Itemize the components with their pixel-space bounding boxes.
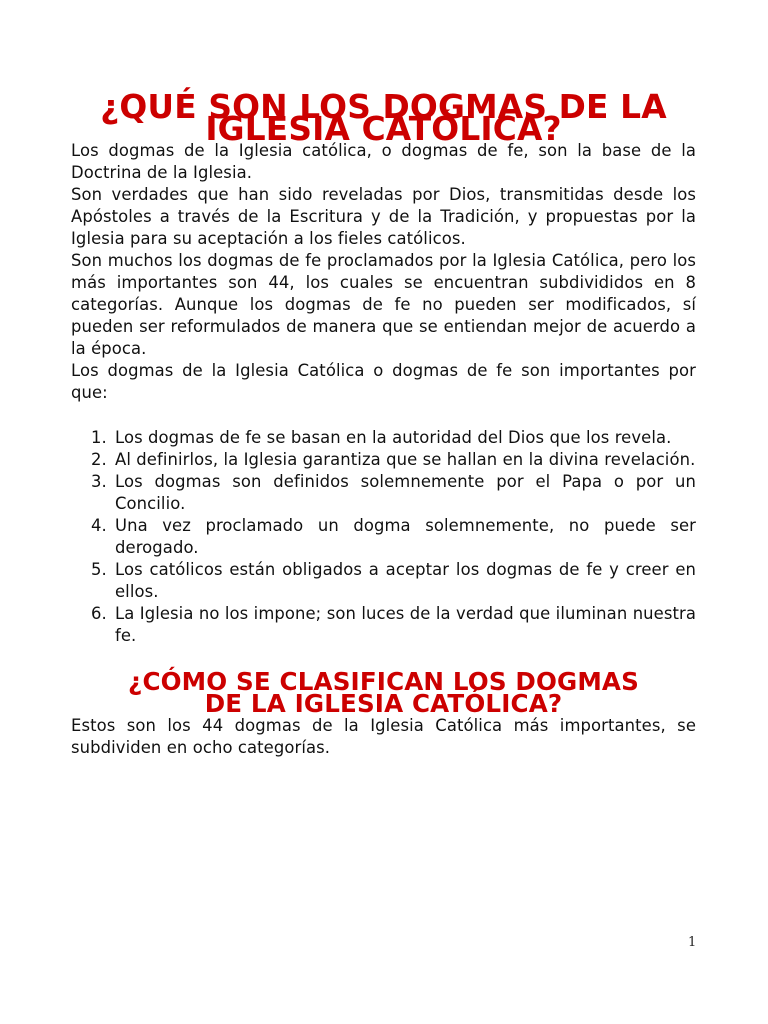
list-item-number: 1. (91, 428, 107, 447)
list-item-number: 6. (91, 604, 107, 623)
paragraph-number-of-dogmas: Son muchos los dogmas de fe proclamados por la Iglesia Católica, pero los más importantes son 44, los cuales se encuentran subdivididos en 8 categorías. Aunque los dogmas de fe no pueden ser modificados, sí pueden ser reformulados de manera que se entiendan mejor de acuerdo a la época. (71, 251, 696, 358)
list-item (71, 515, 696, 559)
heading-how-classified (71, 667, 696, 718)
list-item (71, 427, 696, 449)
list-item (71, 603, 696, 647)
paragraph-revealed-truths: Son verdades que han sido reveladas por Dios, transmitidas desde los Apóstoles a través de la Escritura y de la Tradición, y propuestas por la Iglesia para su aceptación a los fieles católicos. (71, 185, 696, 248)
list-item (71, 449, 696, 471)
list-item-text: Una vez proclamado un dogma solemnemente, no puede ser derogado. (115, 516, 696, 557)
page-content (71, 88, 696, 759)
paragraph-intro: Los dogmas de la Iglesia católica, o dogmas de fe, son la base de la Doctrina de la Iglesia. (71, 141, 696, 182)
page-number: 1 (688, 935, 697, 950)
list-item-number: 2. (91, 450, 107, 469)
list-item-text: Los dogmas son definidos solemnemente por el Papa o por un Concilio. (115, 472, 696, 513)
list-item-number: 3. (91, 472, 107, 491)
heading-what-are-dogmas: ¿QUÉ SON LOS DOGMAS DE LA IGLESIA CATÓLICA? (100, 88, 667, 148)
list-item-text: Los dogmas de fe se basan en la autoridad del Dios que los revela. (115, 428, 672, 447)
list-item-text: Al definirlos, la Iglesia garantiza que se hallan en la divina revelación. (115, 450, 696, 469)
list-item (71, 559, 696, 603)
list-item-number: 4. (91, 516, 107, 535)
paragraph-importance: Los dogmas de la Iglesia Católica o dogmas de fe son importantes por que: (71, 361, 696, 402)
list-item-text: Los católicos están obligados a aceptar los dogmas de fe y creer en ellos. (115, 560, 696, 601)
paragraph-closing: Estos son los 44 dogmas de la Iglesia Católica más importantes, se subdividen en ocho categorías. (71, 716, 696, 757)
list-item-text: La Iglesia no los impone; son luces de la verdad que iluminan nuestra fe. (115, 604, 696, 645)
heading-how-classified-line-2: DE LA IGLESIA CATÓLICA? (204, 689, 563, 718)
importance-list (71, 427, 696, 647)
list-item-number: 5. (91, 560, 107, 579)
heading-how-classified-line-1: ¿CÓMO SE CLASIFICAN LOS DOGMAS (128, 667, 639, 696)
list-item (71, 471, 696, 515)
